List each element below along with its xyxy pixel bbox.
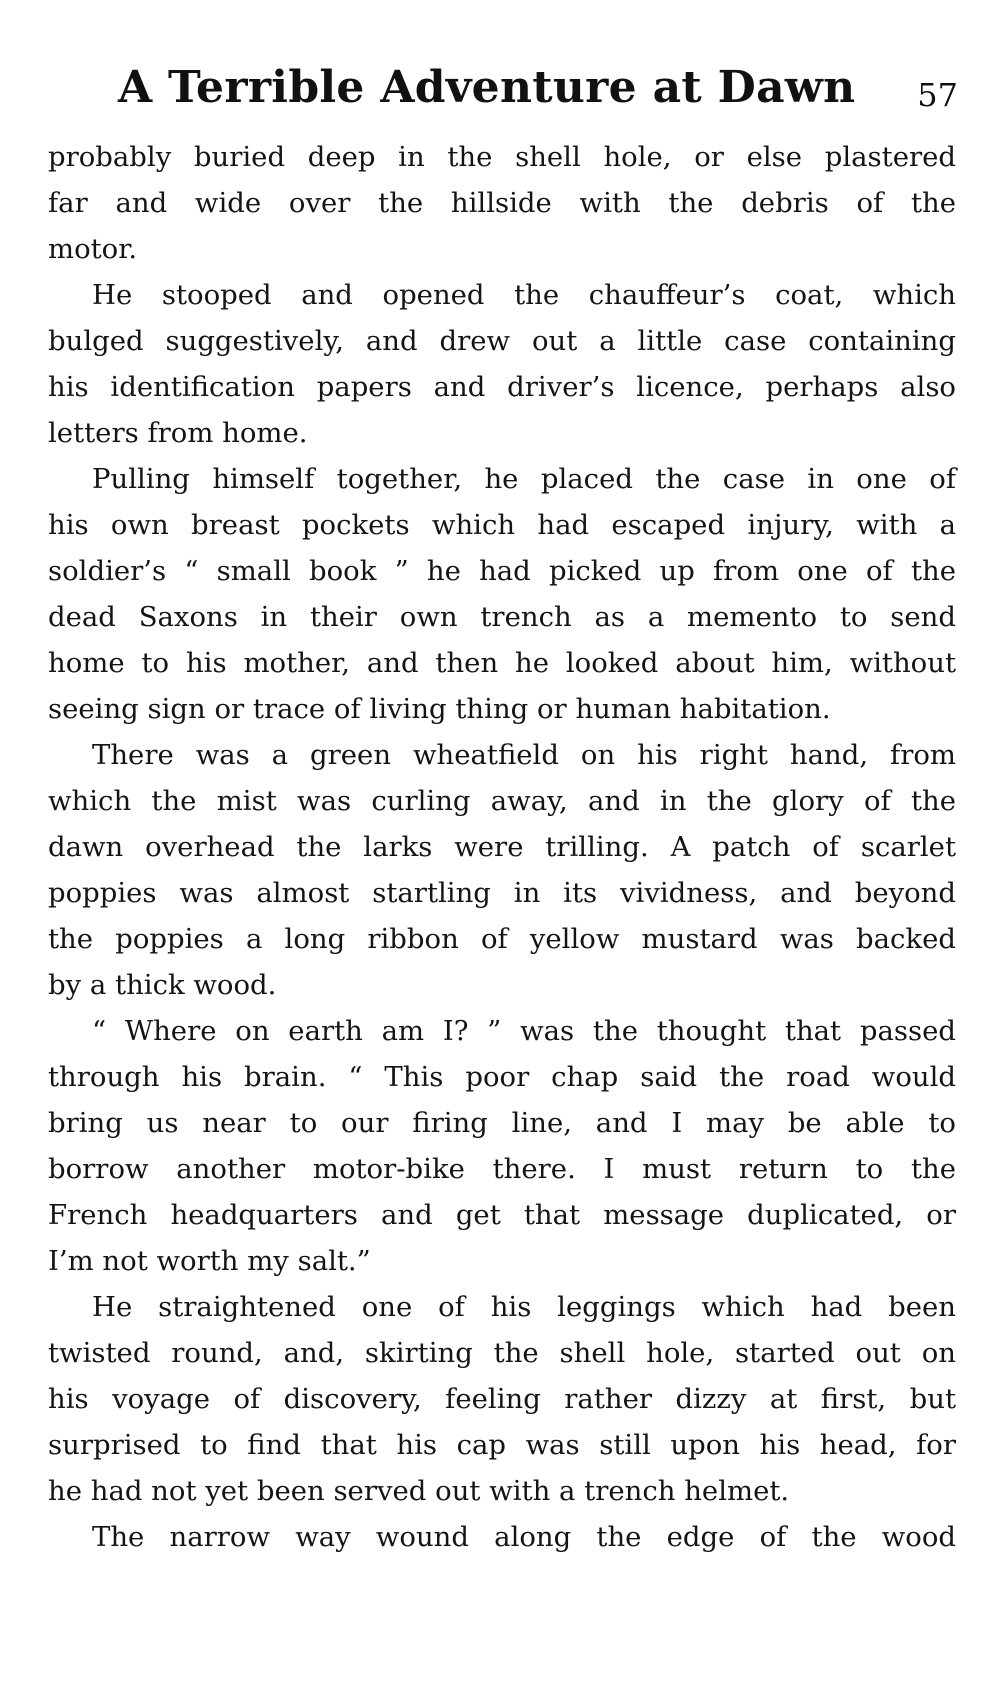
text-line: his voyage of discovery, feeling rather dizzy at first, but: [48, 1383, 956, 1415]
text-line: dawn overhead the larks were trilling. A patch of scarlet: [48, 831, 956, 863]
chapter-title: A Terrible Adventure at Dawn: [118, 62, 856, 113]
text-line: bulged suggestively, and drew out a little case containing: [48, 325, 956, 357]
text-line: “ Where on earth am I? ” was the thought that passed: [92, 1015, 956, 1047]
body-text: [48, 134, 956, 1560]
text-line: by a thick wood.: [48, 969, 277, 1001]
text-line: far and wide over the hillside with the debris of the: [48, 187, 956, 219]
text-line: The narrow way wound along the edge of the wood: [92, 1521, 956, 1553]
text-line: He stooped and opened the chauffeur’s coat, which: [92, 279, 956, 311]
text-line: surprised to find that his cap was still upon his head, for: [48, 1429, 956, 1461]
running-header: [48, 62, 958, 122]
text-line: dead Saxons in their own trench as a memento to send: [48, 601, 956, 633]
text-line: poppies was almost startling in its vividness, and beyond: [48, 877, 956, 909]
text-line: home to his mother, and then he looked about him, without: [48, 647, 956, 679]
text-line: motor.: [48, 233, 138, 265]
text-line: letters from home.: [48, 417, 308, 449]
text-line: bring us near to our firing line, and I may be able to: [48, 1107, 956, 1139]
text-line: soldier’s “ small book ” he had picked up from one of the: [48, 555, 956, 587]
text-line: I’m not worth my salt.”: [48, 1245, 371, 1277]
page-number: 57: [917, 76, 958, 114]
text-line: he had not yet been served out with a trench helmet.: [48, 1475, 790, 1507]
text-line: through his brain. “ This poor chap said the road would: [48, 1061, 956, 1093]
text-line: He straightened one of his leggings which had been: [92, 1291, 956, 1323]
text-line: Pulling himself together, he placed the case in one of: [92, 463, 956, 495]
text-line: probably buried deep in the shell hole, or else plastered: [48, 141, 956, 173]
text-line: which the mist was curling away, and in the glory of the: [48, 785, 956, 817]
text-line: There was a green wheatfield on his right hand, from: [92, 739, 956, 771]
text-line: borrow another motor-bike there. I must return to the: [48, 1153, 956, 1185]
text-line: the poppies a long ribbon of yellow mustard was backed: [48, 923, 956, 955]
text-line: his identification papers and driver’s licence, perhaps also: [48, 371, 956, 403]
text-line: his own breast pockets which had escaped injury, with a: [48, 509, 956, 541]
text-line: twisted round, and, skirting the shell hole, started out on: [48, 1337, 956, 1369]
text-line: seeing sign or trace of living thing or human habitation.: [48, 693, 831, 725]
text-line: French headquarters and get that message duplicated, or: [48, 1199, 956, 1231]
